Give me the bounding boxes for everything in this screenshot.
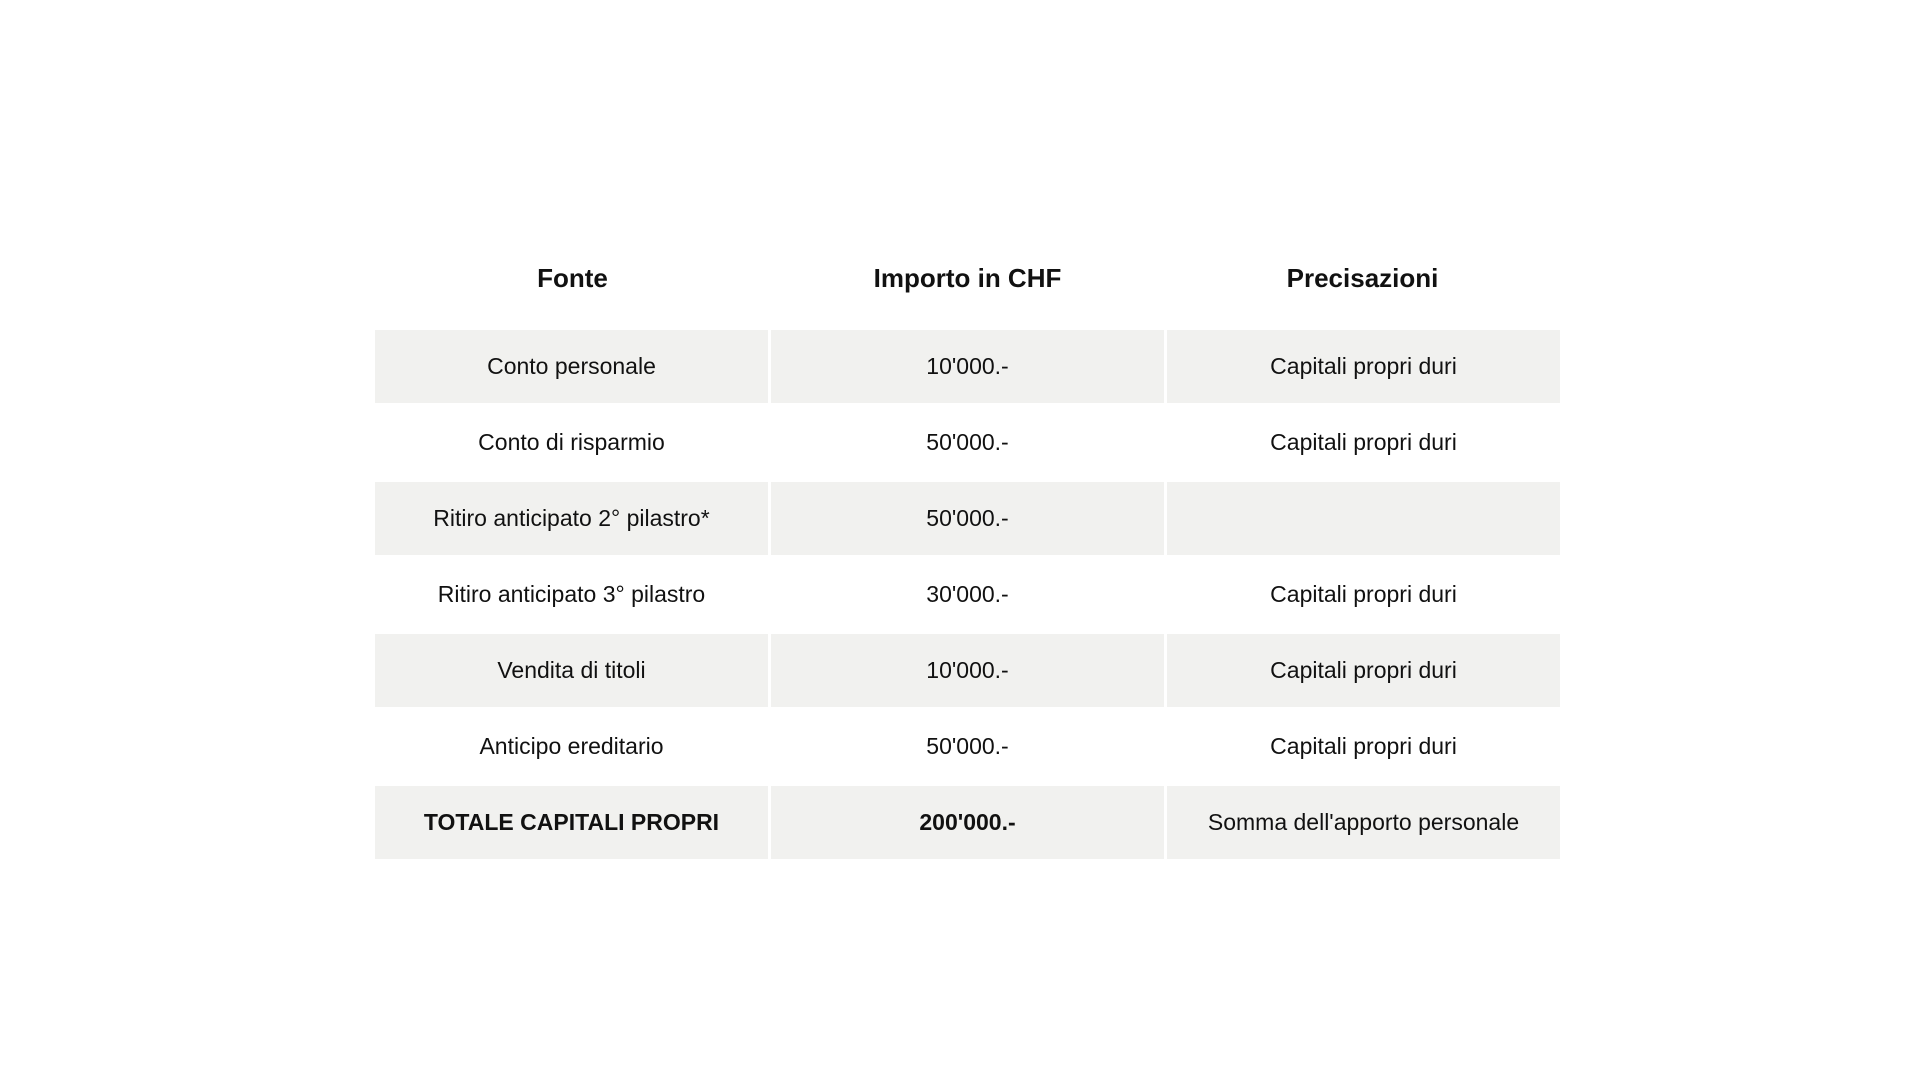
header-importo: Importo in CHF	[873, 262, 1062, 293]
table-row	[375, 330, 1560, 403]
cell-precisazioni: Capitali propri duri	[1270, 733, 1457, 759]
total-label: TOTALE CAPITALI PROPRI	[375, 786, 768, 859]
table-row	[375, 482, 1560, 555]
cell-importo: 10'000.-	[771, 634, 1164, 707]
cell-importo: 50'000.-	[926, 429, 1009, 455]
cell-precisazioni: Capitali propri duri	[1270, 429, 1457, 455]
cell-fonte: Ritiro anticipato 2° pilastro*	[375, 482, 768, 555]
table-row	[375, 634, 1560, 707]
cell-precisazioni: Capitali propri duri	[1270, 581, 1457, 607]
cell-fonte: Conto di risparmio	[478, 429, 665, 455]
cell-importo: 10'000.-	[771, 330, 1164, 403]
header-fonte: Fonte	[537, 262, 608, 293]
table-total-row	[375, 786, 1560, 859]
total-note: Somma dell'apporto personale	[1167, 786, 1560, 859]
cell-fonte: Conto personale	[375, 330, 768, 403]
table-row	[375, 558, 1560, 631]
equity-sources-table	[375, 240, 1560, 862]
cell-fonte: Vendita di titoli	[375, 634, 768, 707]
cell-fonte: Ritiro anticipato 3° pilastro	[437, 581, 706, 607]
total-amount: 200'000.-	[771, 786, 1164, 859]
table-row	[375, 710, 1560, 783]
cell-importo: 30'000.-	[926, 581, 1009, 607]
cell-precisazioni	[1167, 482, 1560, 555]
cell-importo: 50'000.-	[926, 733, 1009, 759]
cell-fonte: Anticipo ereditario	[479, 733, 664, 759]
table-row	[375, 406, 1560, 479]
cell-precisazioni: Capitali propri duri	[1167, 634, 1560, 707]
cell-precisazioni: Capitali propri duri	[1167, 330, 1560, 403]
header-precisazioni: Precisazioni	[1286, 262, 1439, 293]
table-header-row	[375, 240, 1560, 316]
cell-importo: 50'000.-	[771, 482, 1164, 555]
